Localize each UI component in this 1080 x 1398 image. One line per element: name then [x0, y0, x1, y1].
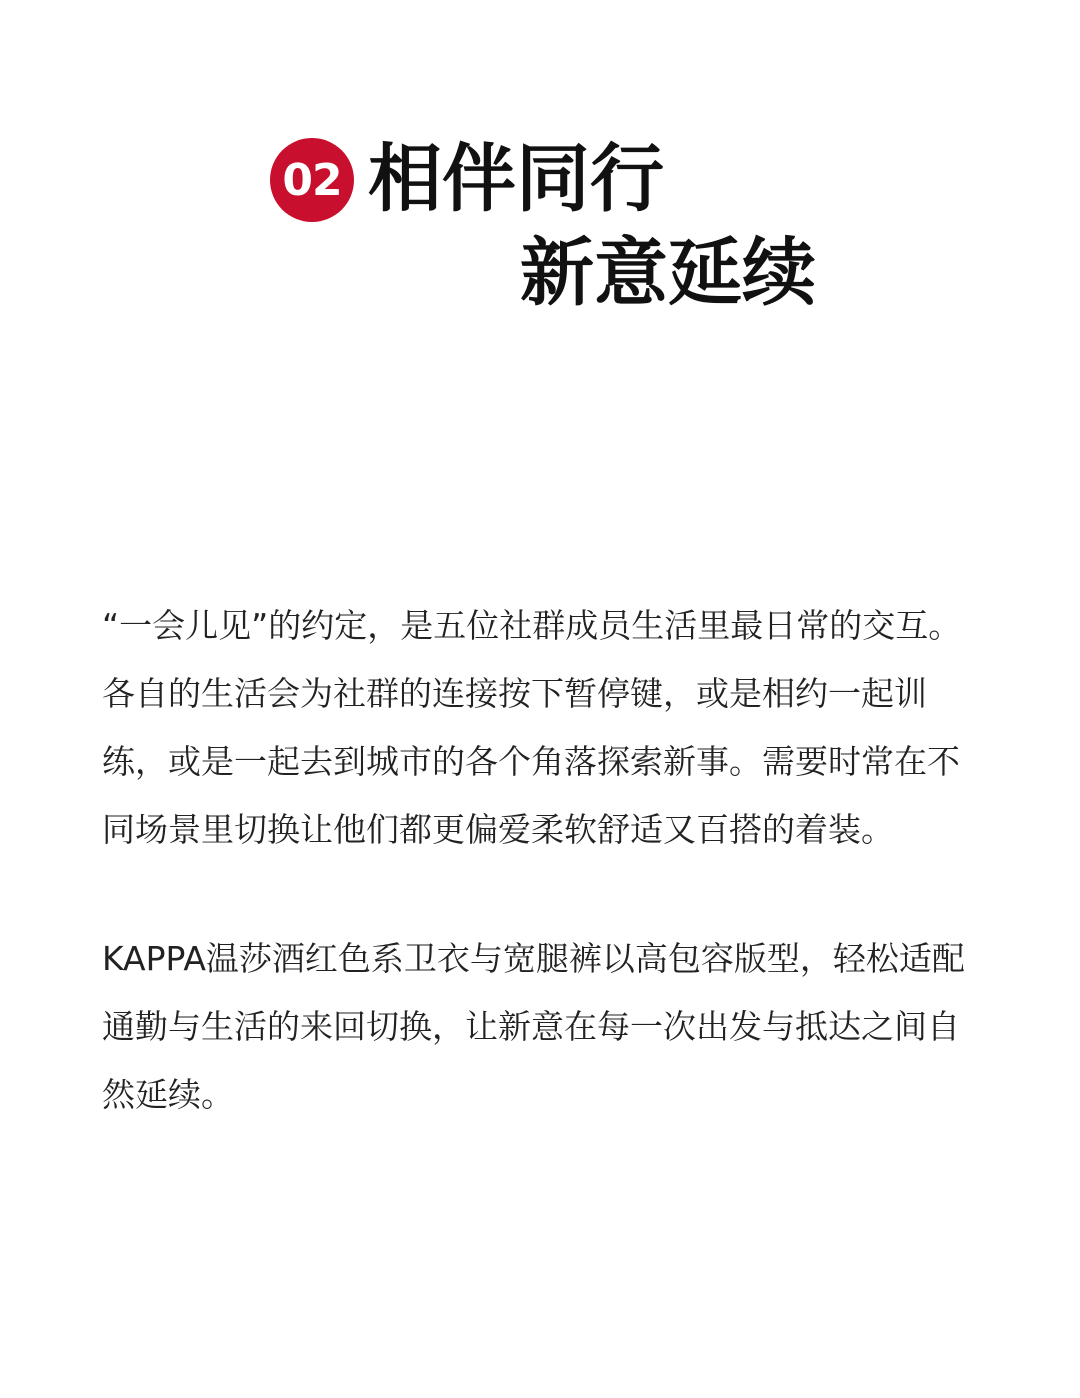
section-heading: [0, 0, 1080, 330]
section-title-line-2: 新意延续: [520, 230, 816, 316]
section-number-badge: 02: [270, 138, 354, 222]
body-paragraph-1: “一会儿见”的约定，是五位社群成员生活里最日常的交互。各自的生活会为社群的连接按下暂停键，或是相约一起训练，或是一起去到城市的各个角落探索新事。需要时常在不同场景里切换让他们都更偏爱柔软舒适又百搭的着装。: [102, 606, 962, 849]
section-title-line-1: 相伴同行: [368, 136, 664, 222]
body-paragraph-2: KAPPA温莎酒红色系卫衣与宽腿裤以高包容版型，轻松适配通勤与生活的来回切换，让新意在每一次出发与抵达之间自然延续。: [102, 939, 965, 1114]
